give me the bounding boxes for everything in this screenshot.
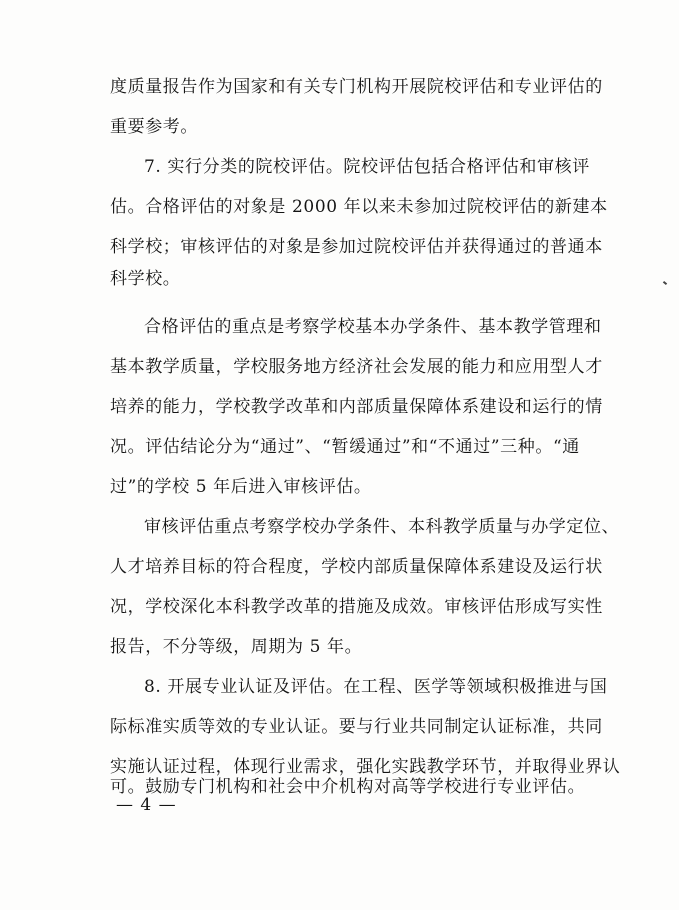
text-line: 科学校；审核评估的对象是参加过院校评估并获得通过的普通本	[110, 237, 603, 257]
text-line: 培养的能力，学校教学改革和内部质量保障体系建设和运行的情	[110, 397, 603, 417]
text-line: 7. 实行分类的院校评估。院校评估包括合格评估和审核评	[144, 157, 590, 177]
text-line: 审核评估重点考察学校办学条件、本科教学质量与办学定位、	[144, 517, 620, 537]
text-line: 合格评估的重点是考察学校基本办学条件、基本教学管理和	[144, 317, 602, 337]
text-line: 报告，不分等级，周期为 5 年。	[110, 637, 363, 657]
text-line: 可。鼓励专门机构和社会中介机构对高等学校进行专业评估。	[110, 777, 586, 797]
text-line: 估。合格评估的对象是 2000 年以来未参加过院校评估的新建本	[110, 197, 608, 217]
text-line: 科学校。	[110, 269, 181, 289]
page-number: — 4 —	[116, 795, 177, 815]
text-line: 人才培养目标的符合程度，学校内部质量保障体系建设及运行状	[110, 557, 603, 577]
text-line: 重要参考。	[110, 117, 198, 137]
text-line: 实施认证过程，体现行业需求，强化实践教学环节，并取得业界认	[110, 757, 621, 777]
text-line: 过”的学校 5 年后进入审核评估。	[110, 477, 372, 497]
scan-speck	[663, 281, 667, 285]
text-line: 基本教学质量，学校服务地方经济社会发展的能力和应用型人才	[110, 357, 603, 377]
text-line: 际标准实质等效的专业认证。要与行业共同制定认证标准，共同	[110, 717, 603, 737]
text-line: 8. 开展专业认证及评估。在工程、医学等领域积极推进与国	[144, 677, 608, 697]
text-line: 况，学校深化本科教学改革的措施及成效。审核评估形成写实性	[110, 597, 603, 617]
text-line: 况。评估结论分为“通过”、“暂缓通过”和“不通过”三种。“通	[110, 437, 580, 457]
text-line: 度质量报告作为国家和有关专门机构开展院校评估和专业评估的	[110, 77, 603, 97]
